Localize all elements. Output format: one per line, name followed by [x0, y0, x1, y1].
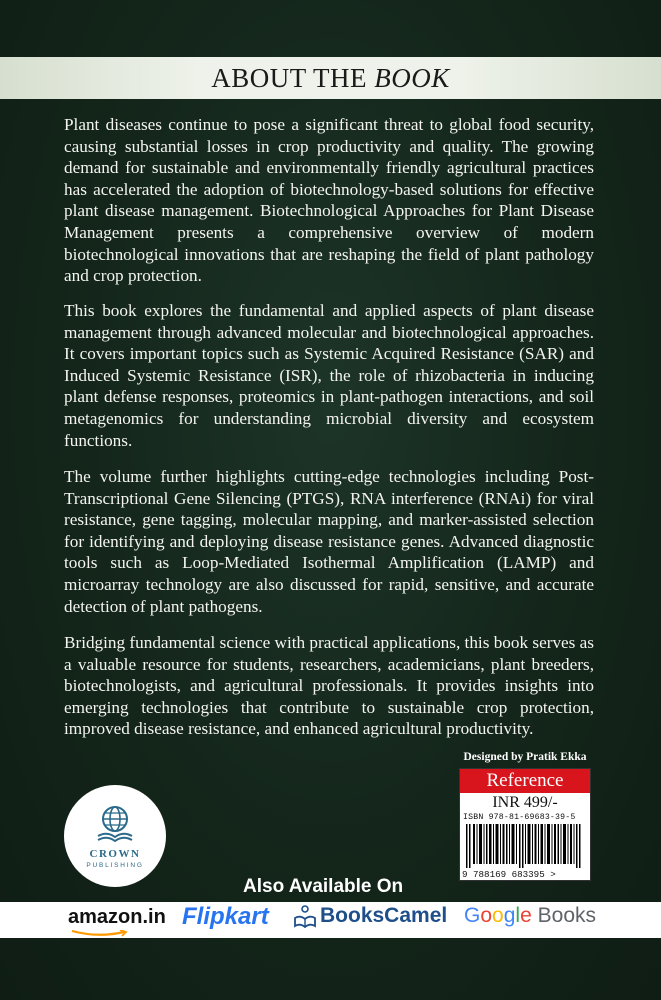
also-available-heading: Also Available On: [243, 876, 404, 897]
reference-box: [459, 768, 591, 881]
page-title: ABOUT THE BOOK: [211, 63, 450, 93]
about-paragraph-4: Bridging fundamental science with practical applications, this book serves as a valuable resource for students, researchers, academicians, plant breeders, biotechnologists, and agricultural professionals. It provides insights into emerging technologies that contribute to sustainable crop protection, improved disease resistance, and enhanced agricultural productivity.: [64, 633, 594, 739]
amazon-logo-text: amazon.in: [68, 906, 166, 928]
globe-book-icon: [95, 803, 135, 847]
about-paragraph-2: This book explores the fundamental and applied aspects of plant disease management through advanced molecular and biotechnological approaches. It covers important topics such as Systemic Acquired Resistance (SAR) and Induced Systemic Resistance (ISR), the role of rhizobacteria in inducing plant defense responses, proteomics in plant-pathogen interactions, and soil metagenomics for understanding microbial diversity and ecosystem functions.: [64, 301, 594, 450]
open-book-icon: [293, 904, 317, 930]
designer-credit: Designed by Pratik Ekka: [463, 751, 587, 763]
about-paragraph-3: The volume further highlights cutting-edge technologies including Post-Transcriptional Gene Silencing (PTGS), RNA interference (RNAi) for viral resistance, gene tagging, molecular mapping, and marker-assisted selection for identifying and deploying disease resistance genes. Advanced diagnostic tools such as Loop-Mediated Isothermal Amplification (LAMP) and microarray technology are also discussed for rapid, sensitive, and accurate detection of plant pathogens.: [64, 467, 594, 616]
title-emphasis: BOOK: [374, 63, 450, 93]
google-books-logo-text: Google Books: [464, 904, 596, 927]
barcode-digits: 9 788169 683395 >: [462, 869, 556, 880]
about-paragraph-1: Plant diseases continue to pose a significant threat to global food security, causing substantial losses in crop productivity and quality. The growing demand for sustainable and environmentally friendly agricultural practices has accelerated the adoption of biotechnology-based solutions for effective plant disease management. Biotechnological Approaches for Plant Disease Management presents a comprehensive overview of modern biotechnological innovations that are reshaping the field of plant pathology and crop protection.: [64, 115, 594, 286]
google-books-logo: [464, 904, 596, 932]
bookscamel-logo-text: BooksCamel: [320, 904, 448, 927]
amazon-smile-icon: [70, 930, 130, 937]
publisher-logo: [64, 785, 166, 887]
publisher-name: CROWN: [89, 848, 141, 860]
flipkart-logo: Flipkart: [182, 903, 269, 930]
publisher-subtitle: PUBLISHING: [86, 862, 144, 869]
reference-label: Reference: [460, 769, 590, 793]
amazon-logo: [68, 906, 166, 934]
barcode-image: [466, 824, 584, 868]
isbn-text: ISBN 978-81-69683-39-5: [463, 813, 576, 822]
price: INR 499/-: [492, 794, 558, 811]
